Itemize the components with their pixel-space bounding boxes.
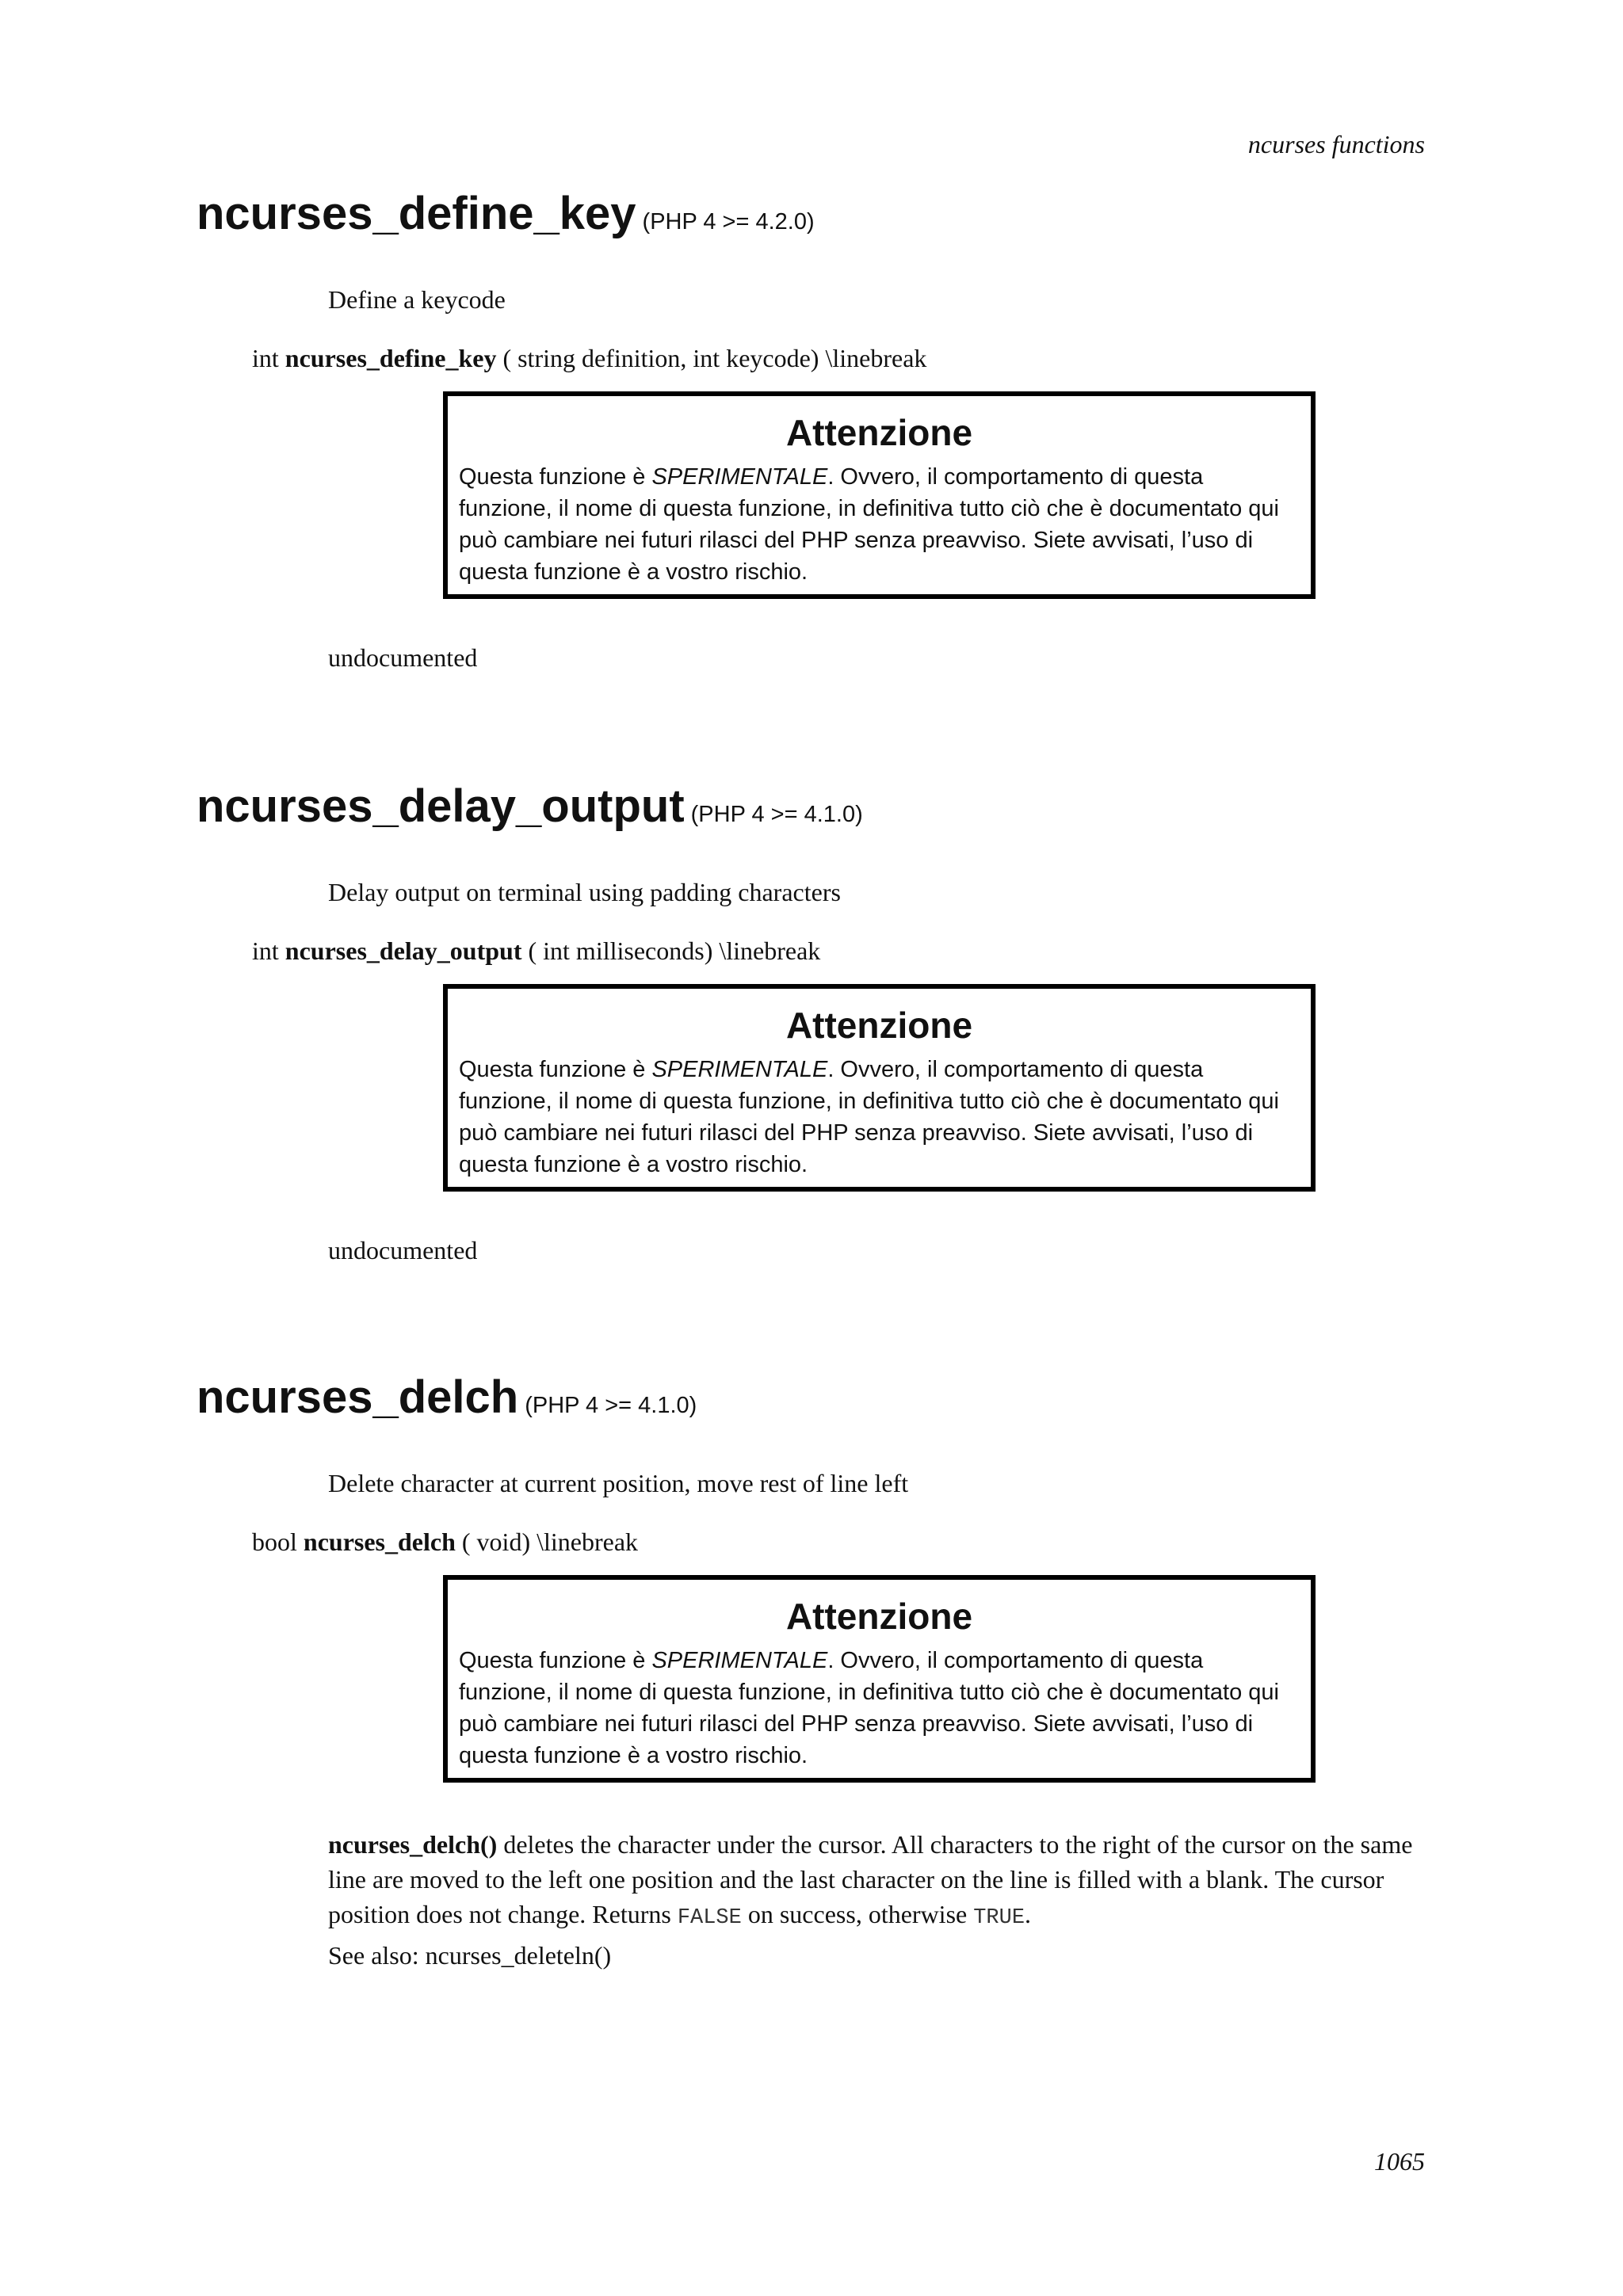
warning-text: Questa funzione è SPERIMENTALE. Ovvero, il comportamento di questa funzione, il nome di questa funzione, in definitiva tutto ciò che è documentato qui può cambiare nei futuri rilasci del PHP senza preavviso. Siete avvisati, l’uso di questa funzione è a vostro rischio. [459, 1648, 1279, 1768]
synopsis-function-name: ncurses_delay_output [285, 936, 522, 965]
warning-box [443, 1575, 1316, 1783]
warning-title: Attenzione [785, 1005, 973, 1046]
parameters: ( void) \linebreak [455, 1527, 639, 1556]
function-summary: Delay output on terminal using padding characters [328, 878, 841, 906]
function-synopsis [252, 936, 820, 966]
running-header: ncurses functions [1247, 130, 1425, 158]
return-type: bool [252, 1527, 304, 1556]
php-version: (PHP 4 >= 4.2.0) [642, 209, 815, 235]
return-type: int [252, 344, 285, 372]
warning-box [443, 984, 1316, 1192]
parameters: ( int milliseconds) \linebreak [521, 936, 821, 965]
function-description: ncurses_delch() deletes the character under the cursor. All characters to the right of the cursor on the same line are moved to the left one position and the last character on the line is filled with a blank. The cursor position does not change. Returns FALSE on success, otherwise TRUE. [328, 1830, 1413, 1930]
warning-title: Attenzione [785, 1596, 973, 1637]
see-also: See also: ncurses_deleteln() [328, 1941, 612, 1970]
function-summary: Delete character at current position, move rest of line left [328, 1469, 909, 1497]
function-name: ncurses_define_key [197, 188, 636, 239]
parameters: ( string definition, int keycode) \linebreak [496, 344, 927, 372]
warning-emphasis: SPERIMENTALE [651, 1057, 828, 1082]
function-title [197, 187, 815, 240]
function-name: ncurses_delay_output [197, 780, 685, 832]
function-title [197, 780, 863, 833]
function-synopsis [252, 1527, 638, 1557]
warning-text: Questa funzione è SPERIMENTALE. Ovvero, il comportamento di questa funzione, il nome di questa funzione, in definitiva tutto ciò che è documentato qui può cambiare nei futuri rilasci del PHP senza preavviso. Siete avvisati, l’uso di questa funzione è a vostro rischio. [459, 464, 1279, 585]
synopsis-function-name: ncurses_define_key [285, 344, 497, 372]
warning-title: Attenzione [785, 412, 973, 453]
undocumented-note: undocumented [328, 1236, 478, 1264]
false-constant: FALSE [677, 1906, 742, 1930]
function-name: ncurses_delch [197, 1371, 519, 1423]
warning-text: Questa funzione è SPERIMENTALE. Ovvero, il comportamento di questa funzione, il nome di questa funzione, in definitiva tutto ciò che è documentato qui può cambiare nei futuri rilasci del PHP senza preavviso. Siete avvisati, l’uso di questa funzione è a vostro rischio. [459, 1057, 1279, 1177]
php-version: (PHP 4 >= 4.1.0) [690, 802, 863, 827]
true-constant: TRUE [973, 1906, 1025, 1930]
synopsis-function-name: ncurses_delch [303, 1527, 456, 1556]
return-type: int [252, 936, 285, 965]
function-title [197, 1371, 697, 1424]
php-version: (PHP 4 >= 4.1.0) [525, 1393, 697, 1418]
function-synopsis [252, 344, 926, 373]
description-function-name: ncurses_delch() [328, 1830, 498, 1859]
warning-emphasis: SPERIMENTALE [651, 464, 828, 490]
undocumented-note: undocumented [328, 643, 478, 672]
page-number: 1065 [1374, 2147, 1425, 2176]
warning-box [443, 391, 1316, 599]
warning-emphasis: SPERIMENTALE [651, 1648, 828, 1673]
function-summary: Define a keycode [328, 285, 506, 314]
